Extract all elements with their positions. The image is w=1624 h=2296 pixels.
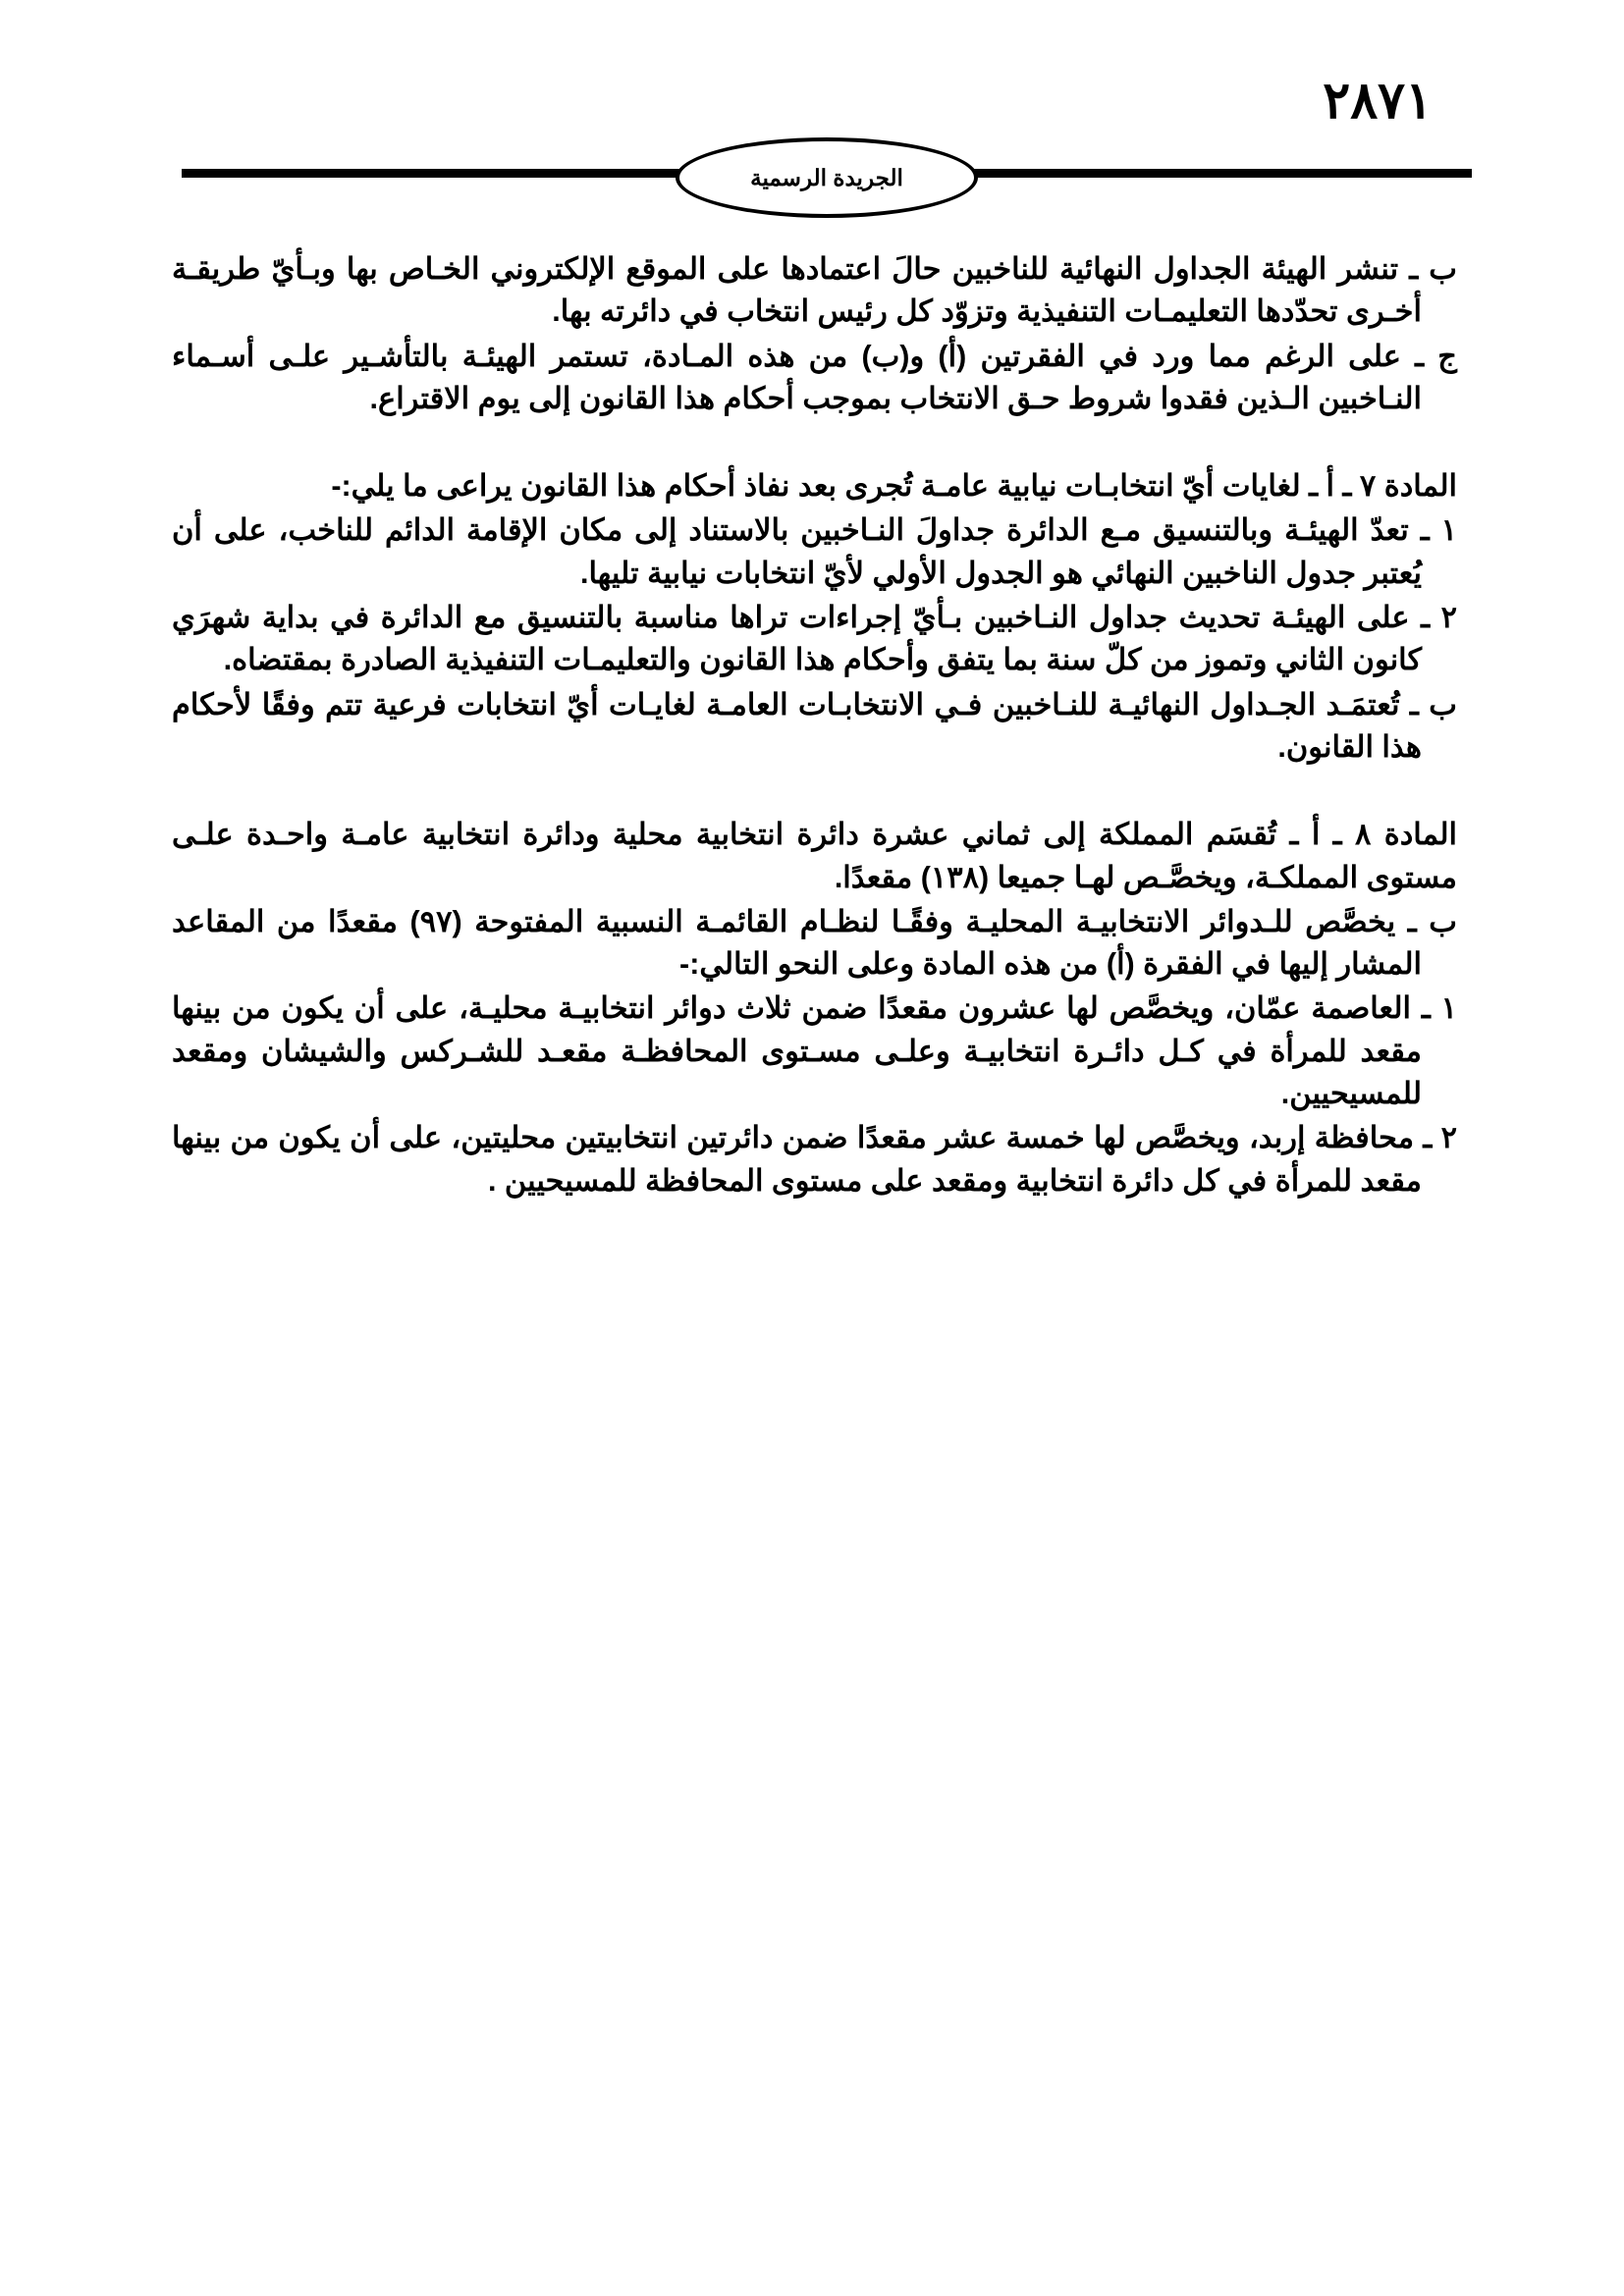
section-spacer-2 xyxy=(172,771,1457,814)
article-7-clause-a-item-2: ٢ ـ على الهيئـة تحديث جداول النـاخبين بـأيّ إجراءات تراها مناسبة بالتنسيق مع الدائرة في بداية شهرَي كانون الثاني وتموز من كلّ سنة بما يتفق وأحكام هذا القانون والتعليمـات التنفيذية الصادرة بمقتضاه. xyxy=(172,601,1457,677)
article-8-clause-b-item-2: ٢ ـ محافظة إربد، ويخصَّص لها خمسة عشر مقعدًا ضمن دائرتين انتخابيتين محليتين، على أن يكون من بينها مقعد للمرأة في كل دائرة انتخابية ومقعد على مستوى المحافظة للمسيحيين . xyxy=(172,1121,1457,1198)
article-7-clause-a-item-1: ١ ـ تعدّ الهيئـة وبالتنسيق مـع الدائرة جداولَ النـاخبين بالاستناد إلى مكان الإقامة الدائم للناخب، على أن يُعتبر جدول الناخبين النهائي هو الجدول الأولي لأيّ انتخابات نيابية تليها. xyxy=(172,513,1457,590)
page-header xyxy=(182,0,1472,190)
official-gazette-stamp xyxy=(676,137,978,218)
document-body xyxy=(172,248,1457,1202)
article-8-clause-a: المادة ٨ ـ أ ـ تُقسَم المملكة إلى ثماني عشرة دائرة انتخابية محلية ودائرة انتخابية عامـة واحـدة علـى مستوى المملكـة، ويخصَّـص لهـا جميعا (١٣٨) مقعدًا. xyxy=(172,818,1457,894)
page-number: ٢٨٧١ xyxy=(1323,74,1433,130)
article-7-clause-a: المادة ٧ ـ أ ـ لغايات أيّ انتخابـات نيابية عامـة تُجرى بعد نفاذ أحكام هذا القانون يراعى ما يلي:- xyxy=(331,469,1457,504)
article-8-clause-b-item-1: ١ ـ العاصمة عمّان، ويخصَّص لها عشرون مقعدًا ضمن ثلاث دوائر انتخابيـة محليـة، على أن يكون من بينها مقعد للمرأة في كـل دائـرة انتخابيـة وعلـى مسـتوى المحافظـة مقعـد للشـركس والشيشان ومقعد للمسيحيين. xyxy=(172,991,1457,1111)
official-gazette-stamp-label: الجريدة الرسمية xyxy=(750,164,903,190)
article-8-clause-b: ب ـ يخصَّص للـدوائر الانتخابيـة المحليـة وفقًـا لنظـام القائمـة النسبية المفتوحة (٩٧) مقعدًا من المقاعد المشار إليها في الفقرة (أ) من هذه المادة وعلى النحو التالي:- xyxy=(172,904,1457,982)
article-7-clause-b: ب ـ تُعتمَـد الجـداول النهائيـة للنـاخبين فـي الانتخابـات العامـة لغايـات أيّ انتخابات فرعية تتم وفقًا لأحكام هذا القانون. xyxy=(172,687,1457,764)
paragraph-b-publication: ب ـ تنشر الهيئة الجداول النهائية للناخبين حالَ اعتمادها على الموقع الإلكتروني الخـاص بها وبـأيّ طريقـة أخـرى تحدّدها التعليمـات التنفيذية وتزوّد كل رئيس انتخاب في دائرته بها. xyxy=(172,252,1457,329)
section-spacer xyxy=(172,422,1457,465)
paragraph-c-marking: ج ـ على الرغم مما ورد في الفقرتين (أ) و(ب) من هذه المـادة، تستمر الهيئـة بالتأشـير علـى أسـماء النـاخبين الـذين فقدوا شروط حـق الانتخاب بموجب أحكام هذا القانون إلى يوم الاقتراع. xyxy=(172,339,1457,415)
